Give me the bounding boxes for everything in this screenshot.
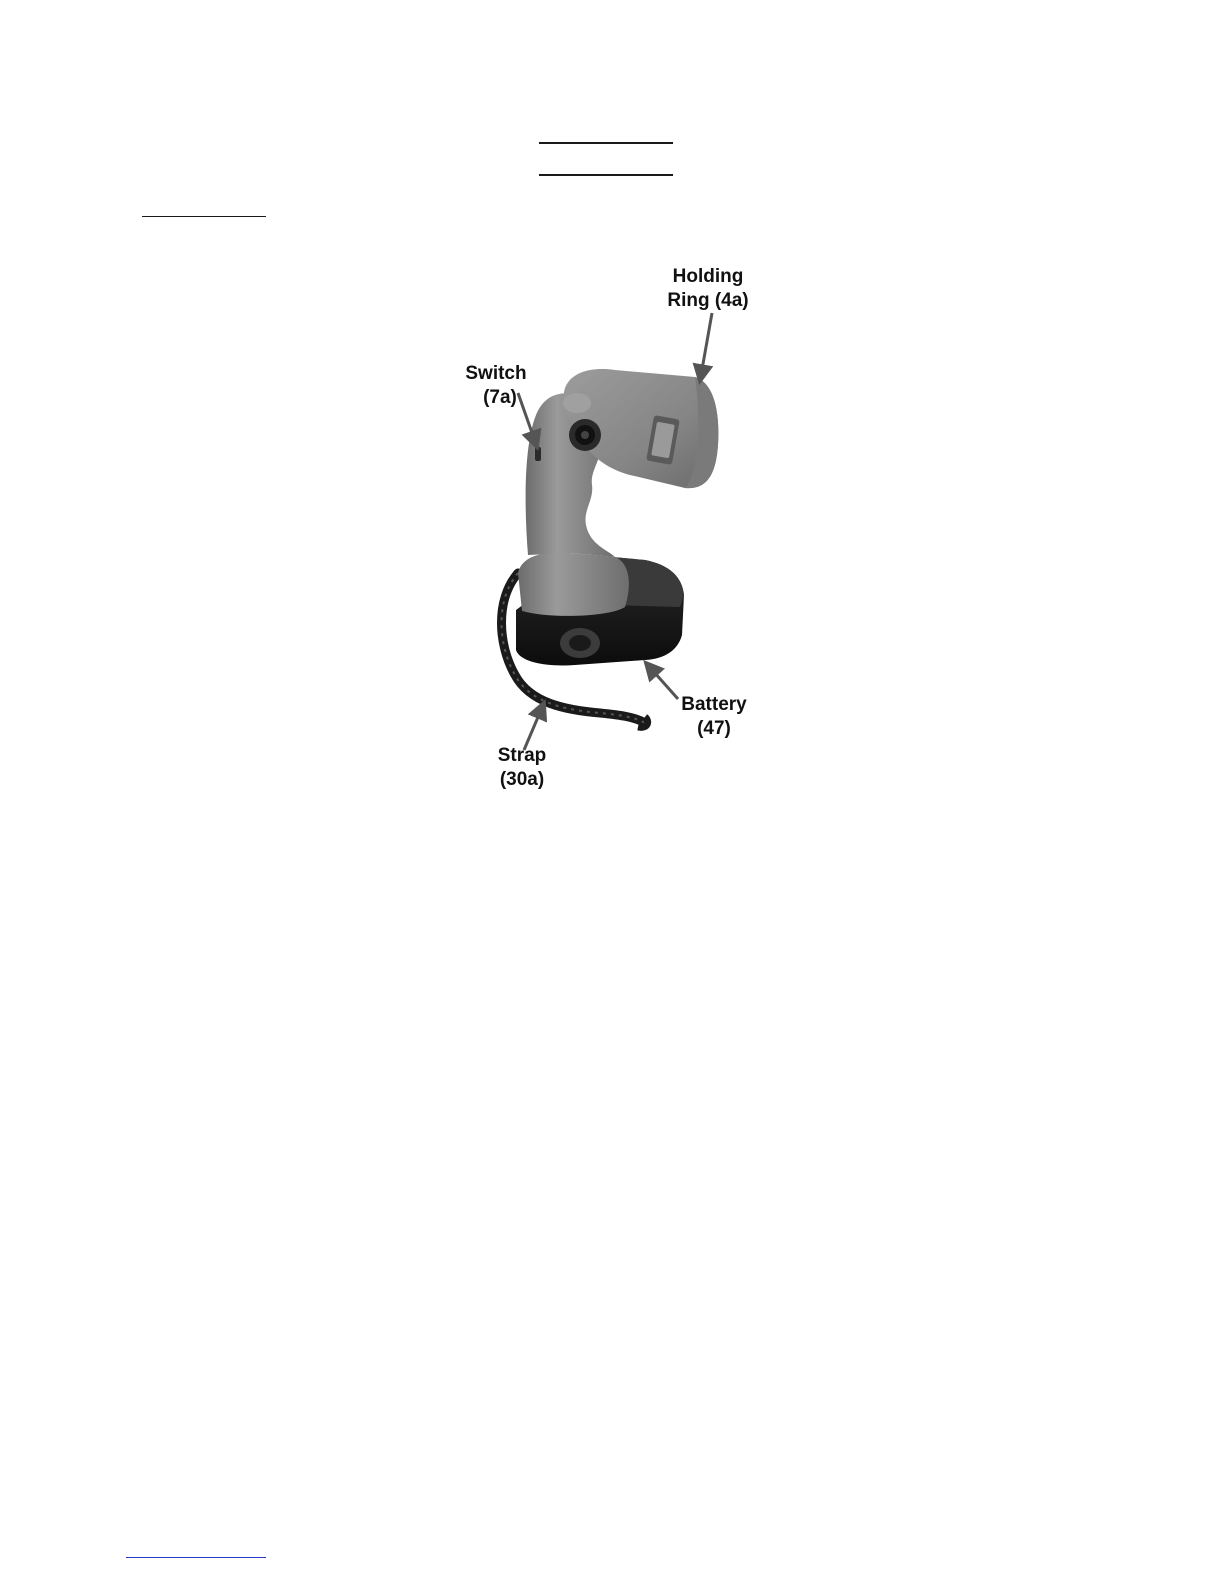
- callout-holding-ring: [660, 265, 756, 313]
- callout-strap-line2: (30a): [499, 769, 545, 790]
- section-rule: [142, 216, 266, 217]
- holding-ring-arrow: [700, 313, 712, 381]
- callout-battery: [674, 693, 754, 741]
- callout-holding-ring-line2: Ring (4a): [667, 290, 749, 311]
- footer-rule: [126, 1557, 266, 1558]
- product-figure: [440, 255, 780, 800]
- switch-button: [535, 447, 541, 461]
- callout-battery-line2: (47): [697, 718, 731, 739]
- callout-holding-ring-line1: Holding: [672, 266, 744, 287]
- callout-strap-line1: Strap: [497, 745, 547, 766]
- callout-switch: [460, 362, 532, 410]
- heading-rule-top: [539, 142, 673, 144]
- heading-rule-bottom: [539, 174, 673, 176]
- callout-switch-line1: Switch: [465, 363, 527, 384]
- handle-base: [518, 553, 629, 616]
- callout-switch-line2: (7a): [483, 387, 517, 408]
- callout-battery-line1: Battery: [681, 694, 747, 715]
- strap-arrow: [524, 703, 544, 750]
- callout-strap: [488, 744, 556, 792]
